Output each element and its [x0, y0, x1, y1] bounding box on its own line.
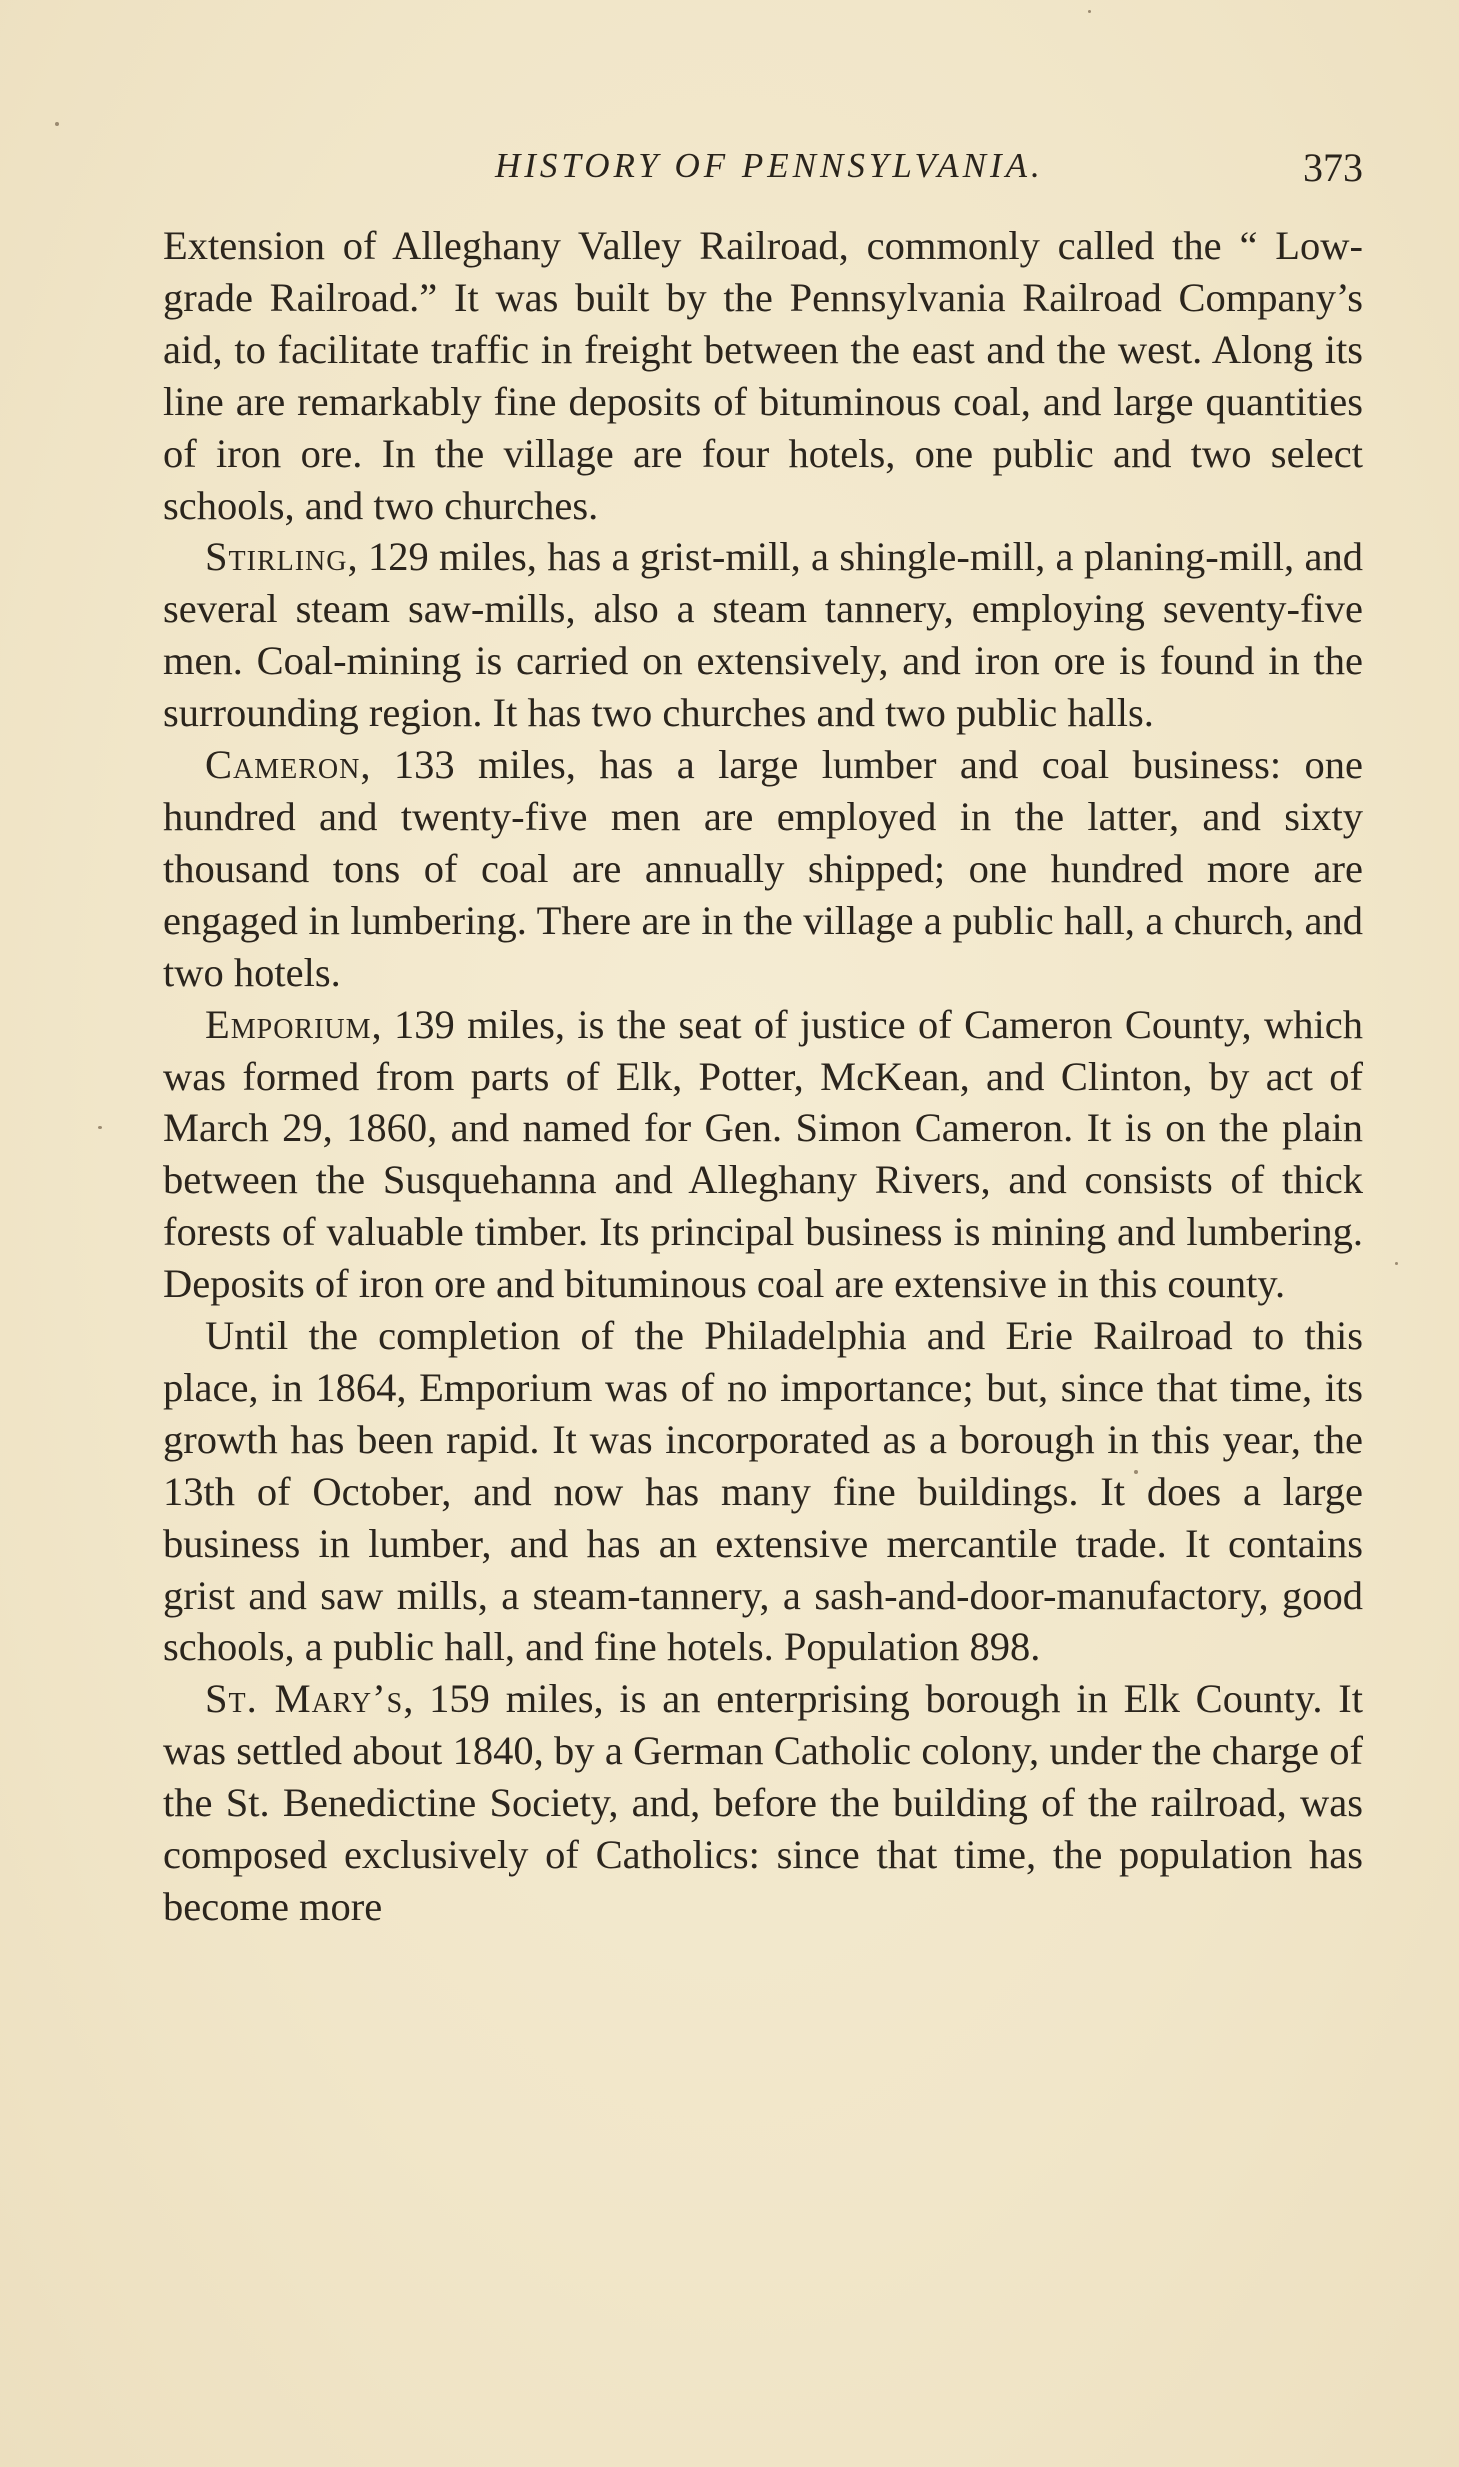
page-header: [163, 146, 1363, 196]
paragraph-text: , 129 miles, has a grist-mill, a shingle-mill, a planing-mill, and several steam saw-mills, also a steam tannery, employing seventy-five men. Coal-mining is carried on extensively, and iron ore is found in the surrounding region. It has two churches and two public halls.: [163, 534, 1363, 736]
paper-speck: [1088, 10, 1091, 13]
place-name-stirling: Stirling: [205, 534, 348, 580]
place-name-cameron: Cameron: [205, 742, 361, 788]
paragraph-emporium-growth: [163, 1310, 1363, 1673]
paragraph-text: , 159 miles, is an enterprising borough in Elk County. It was settled about 1840, by a German Catholic colony, under the charge of the St. Benedictine Society, and, before the building of the railroad, was composed exclusively of Catholics: since that time, the population has become more: [163, 1676, 1363, 1929]
place-name-emporium: Emporium: [205, 1001, 372, 1047]
paragraph-text: Extension of Alleghany Valley Railroad, commonly called the “ Low-grade Railroad.” It was built by the Pennsylvania Railroad Company’s aid, to facilitate traffic in freight between the east and the west. Along its line are remarkably fine deposits of bituminous coal, and large quantities of iron ore. In the village are four hotels, one public and two select schools, and two churches.: [163, 223, 1363, 528]
paragraph-st-marys: [163, 1673, 1363, 1933]
page-number: 373: [1303, 145, 1363, 190]
paragraph-emporium: [163, 999, 1363, 1310]
paragraph-cameron: [163, 739, 1363, 999]
paragraph-low-grade-railroad: [163, 220, 1363, 531]
paragraph-text: Until the completion of the Philadelphia and Erie Railroad to this place, in 1864, Emporium was of no importance; but, since that time, its growth has been rapid. It was incorporated as a borough in this year, the 13th of October, and now has many fine buildings. It does a large business in lumber, and has an extensive mercantile trade. It contains grist and saw mills, a steam-tannery, a sash-and-door-manufactory, good schools, a public hall, and fine hotels. Population 898.: [163, 1313, 1363, 1670]
paper-speck: [98, 1126, 102, 1129]
place-name-st-marys: St. Mary’s: [205, 1676, 404, 1722]
paper-speck: [55, 122, 59, 126]
paragraph-text: , 139 miles, is the seat of justice of Cameron County, which was formed from parts of Elk, Potter, McKean, and Clinton, by act of March 29, 1860, and named for Gen. Simon Cameron. It is on the plain between the Susquehanna and Alleghany Rivers, and consists of thick forests of valuable timber. Its principal business is mining and lumbering. Deposits of iron ore and bituminous coal are extensive in this county.: [163, 1001, 1363, 1307]
body-text: [163, 220, 1363, 1933]
paragraph-stirling: [163, 531, 1363, 739]
paragraph-text: , 133 miles, has a large lumber and coal business: one hundred and twenty-five men are employed in the latter, and sixty thousand tons of coal are annually shipped; one hundred more are engaged in lumbering. There are in the village a public hall, a church, and two hotels.: [163, 742, 1363, 995]
running-title: HISTORY OF PENNSYLVANIA.: [495, 146, 1044, 185]
paper-speck: [1395, 1262, 1398, 1265]
